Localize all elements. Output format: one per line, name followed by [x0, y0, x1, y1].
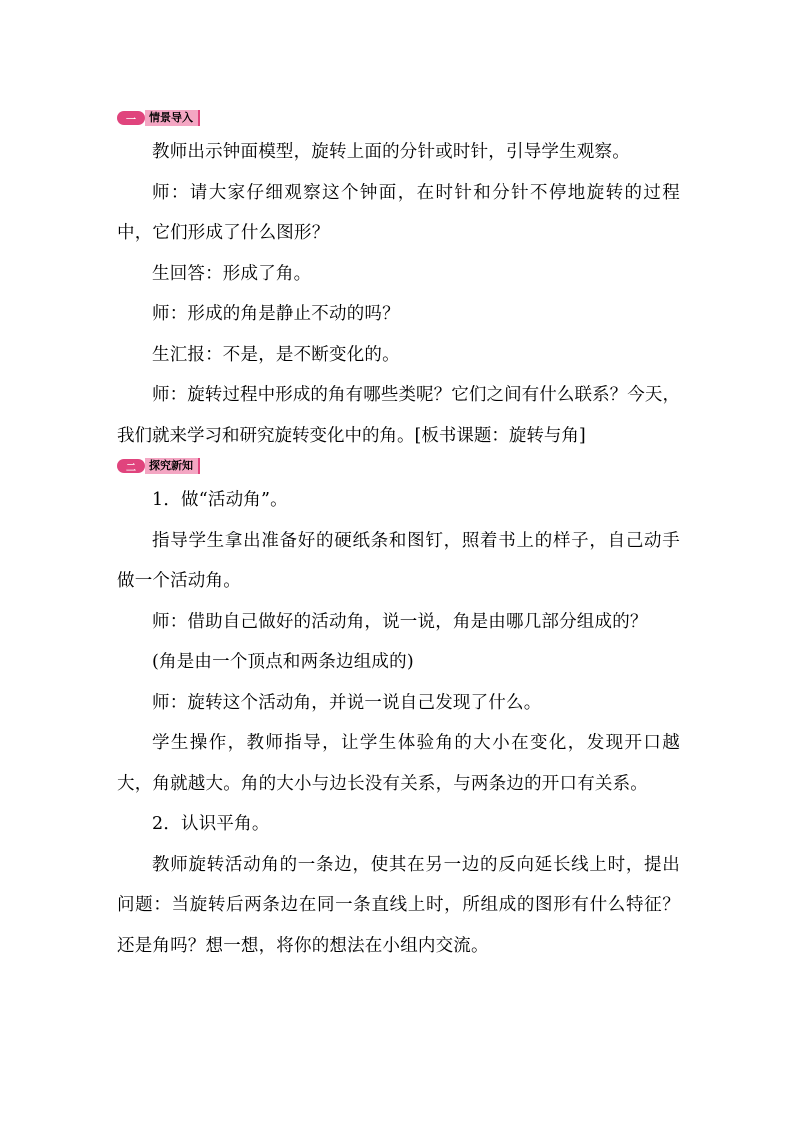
section-number-badge: 二: [117, 459, 145, 473]
section-title: 情景导入: [145, 110, 200, 126]
section-title: 探究新知: [145, 458, 200, 474]
paragraph: 师：请大家仔细观察这个钟面，在时针和分针不停地旋转的过程中，它们形成了什么图形？: [117, 182, 680, 243]
paragraph: 师：借助自己做好的活动角，说一说，角是由哪几部分组成的？: [152, 611, 648, 632]
section-body-1: [117, 132, 680, 456]
section-header-2: [117, 456, 680, 476]
paragraph: 教师旋转活动角的一条边，使其在另一边的反向延长线上时，提出问题：当旋转后两条边在同一条直线上时，所组成的图形有什么特征？还是角吗？想一想，将你的想法在小组内交流。: [117, 854, 680, 956]
paragraph: 师：旋转过程中形成的角有哪些类呢？它们之间有什么联系？今天，我们就来学习和研究旋转变化中的角。[板书课题：旋转与角]: [117, 385, 680, 446]
paragraph: 师：形成的角是静止不动的吗？: [152, 304, 400, 324]
paragraph: 师：旋转这个活动角，并说一说自己发现了什么。: [152, 692, 542, 713]
paragraph: 指导学生拿出准备好的硬纸条和图钉，照着书上的样子，自己动手做一个活动角。: [117, 530, 680, 591]
section-number-badge: 一: [117, 111, 145, 125]
document-body: [117, 108, 680, 966]
paragraph: 学生操作，教师指导，让学生体验角的大小在变化，发现开口越大，角就越大。角的大小与边长没有关系，与两条边的开口有关系。: [117, 733, 680, 794]
paragraph: (角是由一个顶点和两条边组成的): [152, 652, 414, 672]
section-header-1: [117, 108, 680, 128]
paragraph: 1．做“活动角”。: [152, 490, 288, 510]
paragraph: 2．认识平角。: [152, 814, 270, 834]
paragraph: 教师出示钟面模型，旋转上面的分针或时针，引导学生观察。: [152, 142, 630, 162]
section-body-2: [117, 480, 680, 966]
paragraph: 生汇报：不是，是不断变化的。: [152, 344, 400, 365]
paragraph: 生回答：形成了角。: [152, 263, 312, 284]
